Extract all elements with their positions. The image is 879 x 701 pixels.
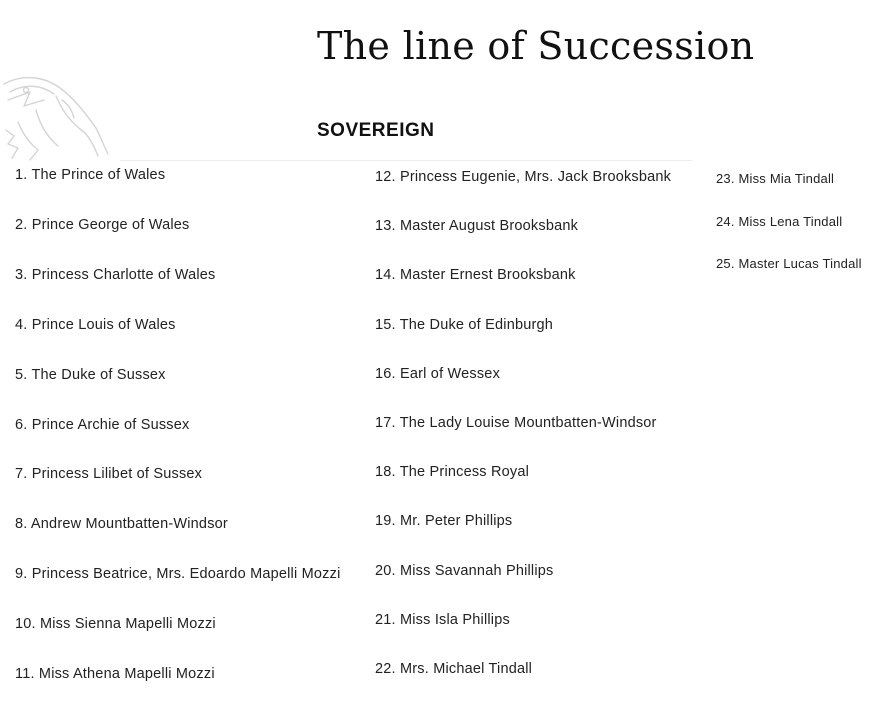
succession-list-item: 6. Prince Archie of Sussex [15, 416, 190, 433]
succession-list-item: 10. Miss Sienna Mapelli Mozzi [15, 616, 216, 633]
page-title: The line of Succession [317, 24, 755, 68]
succession-list-item: 5. The Duke of Sussex [15, 366, 166, 383]
succession-list-item: 18. The Princess Royal [375, 464, 530, 481]
succession-list-item: 8. Andrew Mountbatten-Windsor [15, 516, 228, 533]
succession-list-item: 1. The Prince of Wales [15, 167, 166, 183]
succession-list-item: 2. Prince George of Wales [15, 216, 190, 233]
succession-list-item: 23. Miss Mia Tindall [716, 171, 835, 186]
succession-list-item: 21. Miss Isla Phillips [375, 611, 510, 628]
succession-list-item: 11. Miss Athena Mapelli Mozzi [15, 666, 215, 682]
heraldic-emblem-watermark-icon [0, 70, 112, 170]
succession-list-item: 15. The Duke of Edinburgh [375, 316, 554, 333]
section-divider [120, 160, 692, 161]
succession-list-item: 4. Prince Louis of Wales [15, 316, 176, 333]
succession-list-item: 24. Miss Lena Tindall [716, 213, 843, 229]
succession-list-item: 20. Miss Savannah Phillips [375, 562, 554, 579]
succession-list-item: 22. Mrs. Michael Tindall [375, 661, 533, 677]
succession-list-item: 19. Mr. Peter Phillips [375, 513, 513, 530]
succession-list-item: 14. Master Ernest Brooksbank [375, 267, 576, 284]
succession-list-item: 12. Princess Eugenie, Mrs. Jack Brooksbank [375, 169, 672, 185]
succession-list-item: 25. Master Lucas Tindall [716, 256, 862, 271]
succession-list-item: 9. Princess Beatrice, Mrs. Edoardo Mapelli Mozzi [15, 566, 341, 583]
succession-list-item: 16. Earl of Wessex [375, 365, 501, 382]
succession-list-item: 17. The Lady Louise Mountbatten-Windsor [375, 415, 657, 431]
succession-list-item: 13. Master August Brooksbank [375, 218, 579, 235]
succession-list-item: 7. Princess Lilibet of Sussex [15, 466, 203, 483]
succession-list-item: 3. Princess Charlotte of Wales [15, 266, 216, 283]
section-heading-sovereign: SOVEREIGN [317, 120, 435, 141]
